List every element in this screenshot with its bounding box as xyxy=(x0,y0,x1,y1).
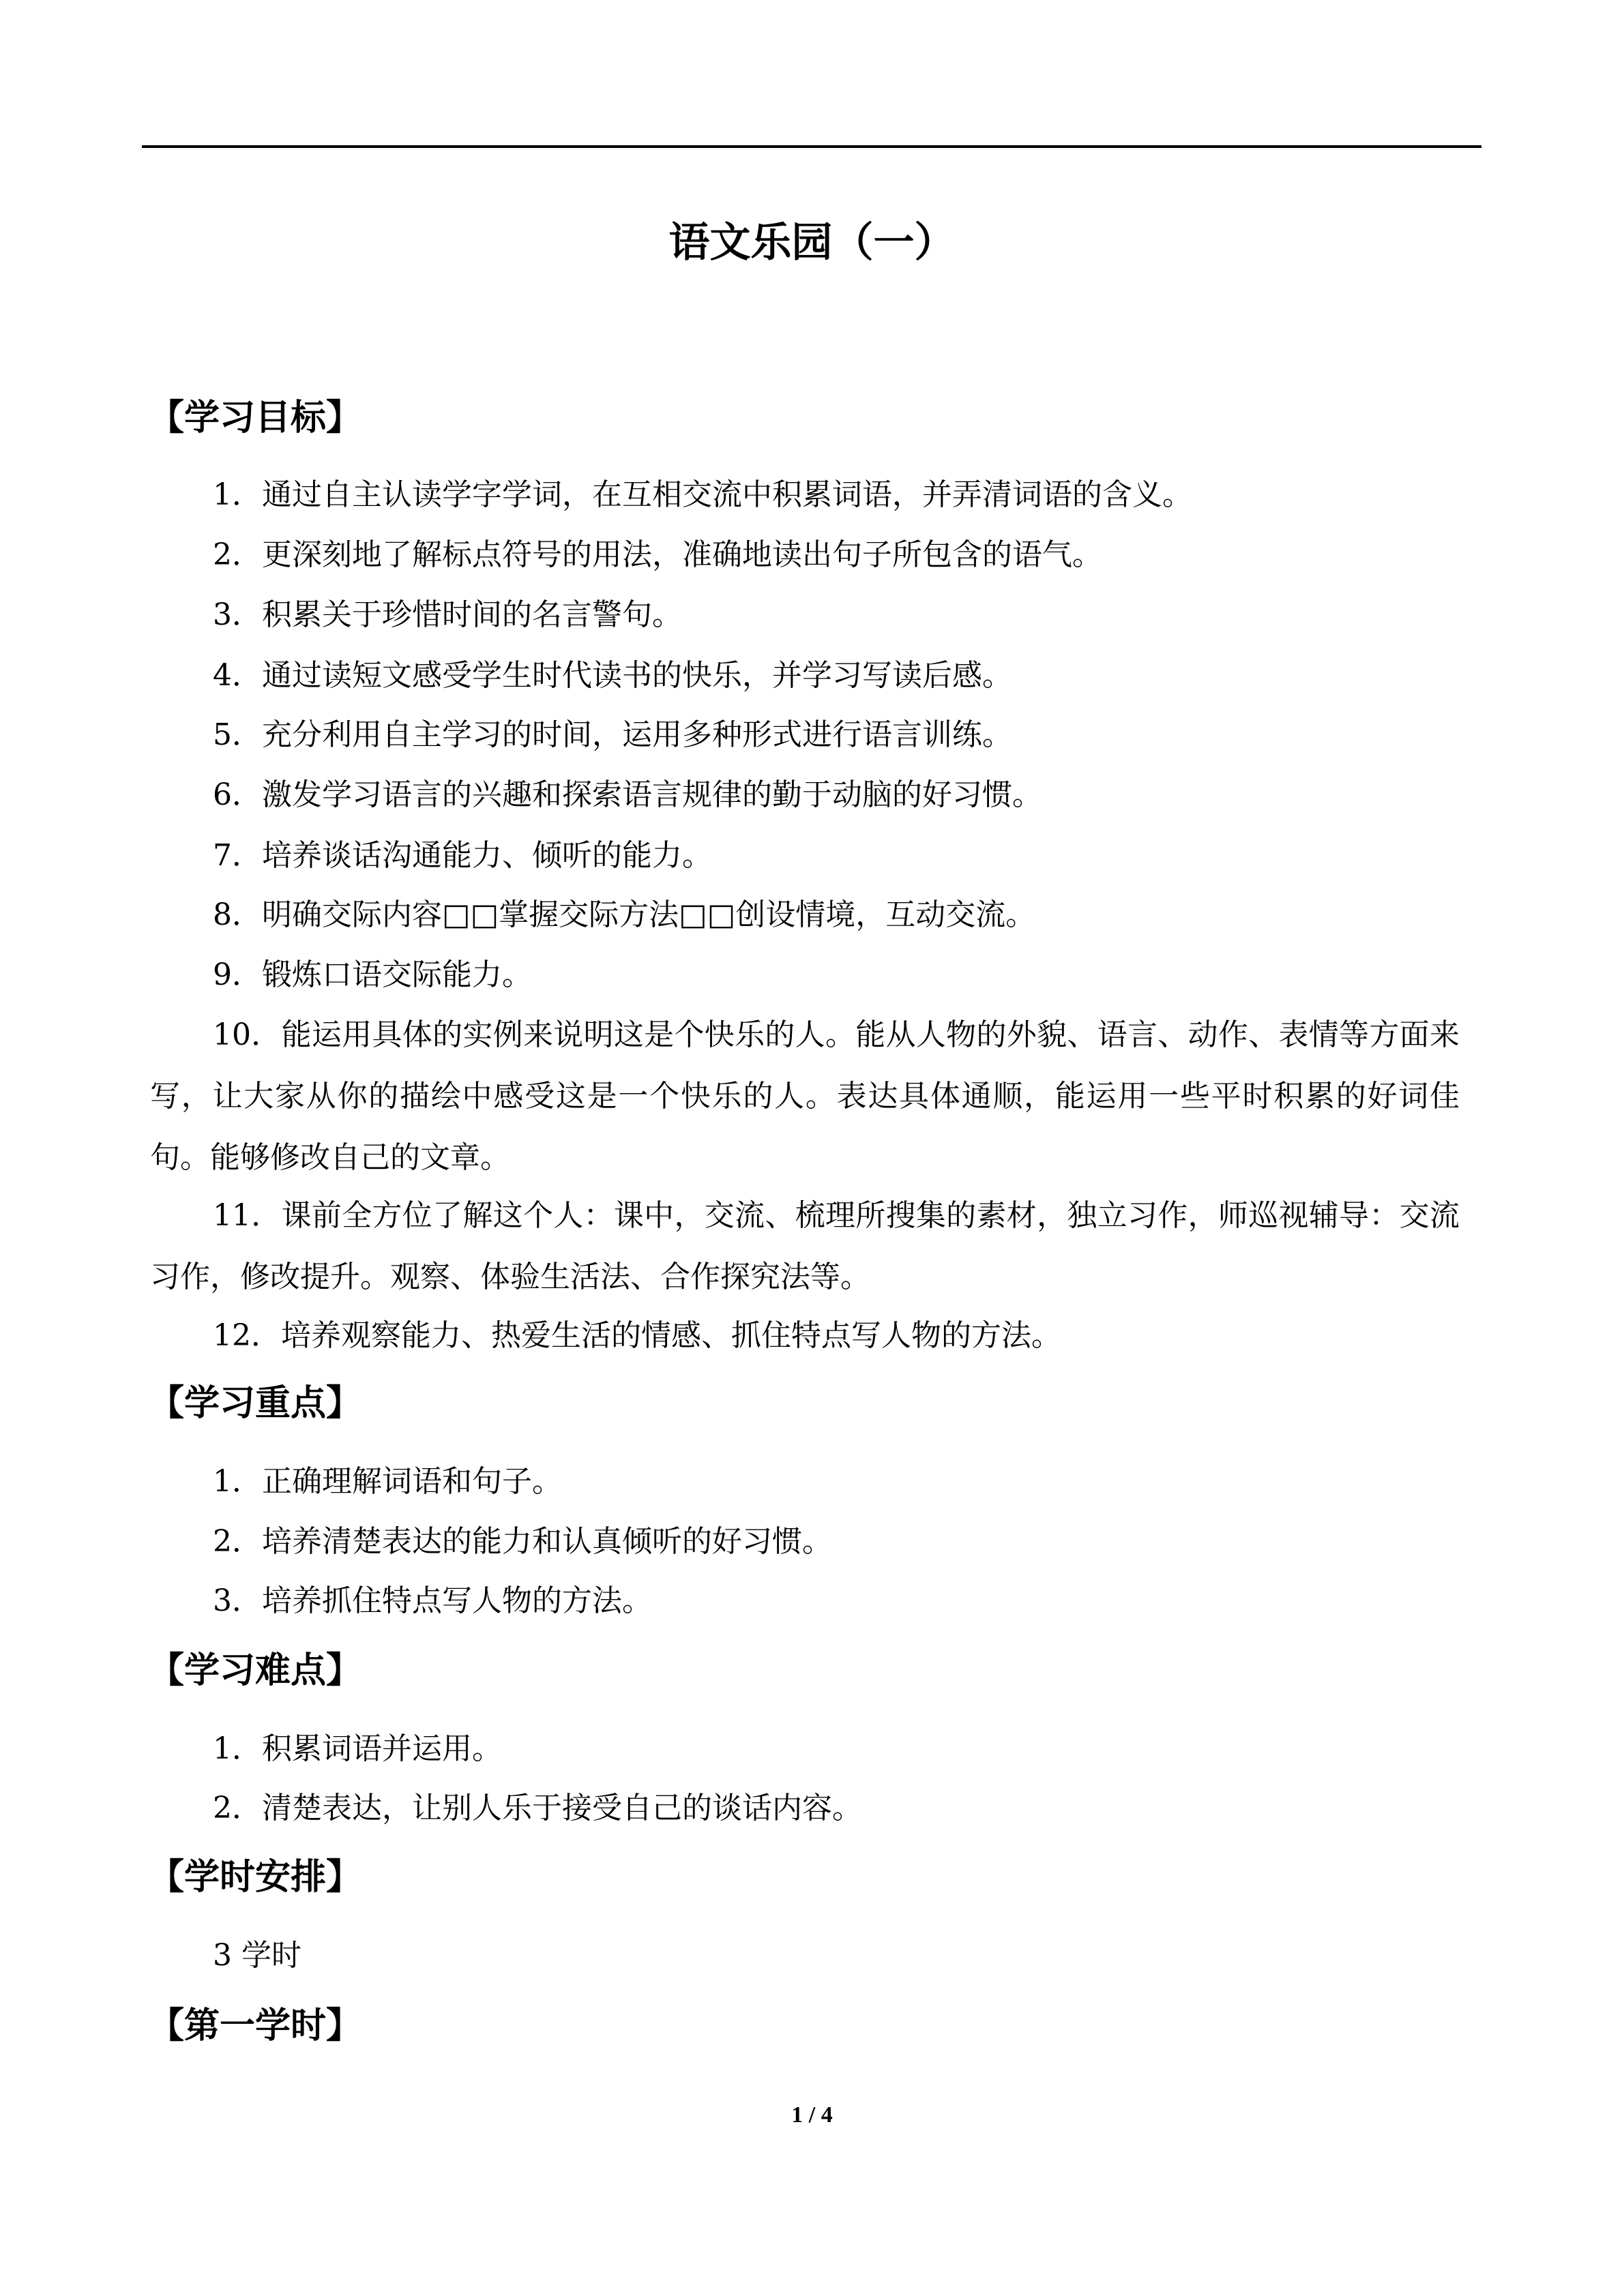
goal-item-7: 7．培养谈话沟通能力、倾听的能力。 xyxy=(213,838,712,873)
key-point-item-2: 2．培养清楚表达的能力和认真倾听的好习惯。 xyxy=(213,1524,832,1559)
document-title: 语文乐园（一） xyxy=(668,219,956,267)
schedule-text: 3 学时 xyxy=(213,1938,301,1973)
section-heading-goals: 【学习目标】 xyxy=(149,398,362,438)
goal-item-11: 11．课前全方位了解这个人：课中，交流、梳理所搜集的素材，独立习作，师巡视辅导：交流习作，修改提升。观察、体验生活法、合作探究法等。 xyxy=(150,1198,1460,1294)
goal-item-6: 6．激发学习语言的兴趣和探索语言规律的勤于动脑的好习惯。 xyxy=(213,777,1042,812)
difficulty-item-1: 1．积累词语并运用。 xyxy=(213,1731,502,1766)
goal-item-8: 8．明确交际内容□□掌握交际方法□□创设情境，互动交流。 xyxy=(213,897,1036,932)
key-point-item-1: 1．正确理解词语和句子。 xyxy=(213,1464,562,1499)
section-heading-first-period: 【第一学时】 xyxy=(149,2006,362,2046)
page-number: 1 / 4 xyxy=(791,2102,833,2128)
goal-item-4: 4．通过读短文感受学生时代读书的快乐，并学习写读后感。 xyxy=(213,658,1012,693)
difficulty-item-2: 2．清楚表达，让别人乐于接受自己的谈话内容。 xyxy=(213,1791,862,1825)
goal-item-2: 2．更深刻地了解标点符号的用法，准确地读出句子所包含的语气。 xyxy=(213,537,1102,572)
goal-item-3: 3．积累关于珍惜时间的名言警句。 xyxy=(213,597,682,632)
goal-item-10: 10．能运用具体的实例来说明这是个快乐的人。能从人物的外貌、语言、动作、表情等方面来写，让大家从你的描绘中感受这是一个快乐的人。表达具体通顺，能运用一些平时积累的好词佳句。能够修改自己的文章。 xyxy=(150,1017,1460,1175)
key-point-item-3: 3．培养抓住特点写人物的方法。 xyxy=(213,1583,652,1618)
goal-item-9: 9．锻炼口语交际能力。 xyxy=(213,957,532,992)
goal-item-5: 5．充分利用自主学习的时间，运用多种形式进行语言训练。 xyxy=(213,717,1012,752)
section-heading-schedule: 【学时安排】 xyxy=(149,1857,362,1898)
header-rule xyxy=(142,145,1481,148)
goal-item-1: 1．通过自主认读学字学词，在互相交流中积累词语，并弄清词语的含义。 xyxy=(213,477,1192,512)
section-heading-difficulties: 【学习难点】 xyxy=(149,1650,362,1691)
goal-item-12: 12．培养观察能力、热爱生活的情感、抓住特点写人物的方法。 xyxy=(213,1318,1061,1353)
section-heading-key-points: 【学习重点】 xyxy=(149,1383,362,1424)
